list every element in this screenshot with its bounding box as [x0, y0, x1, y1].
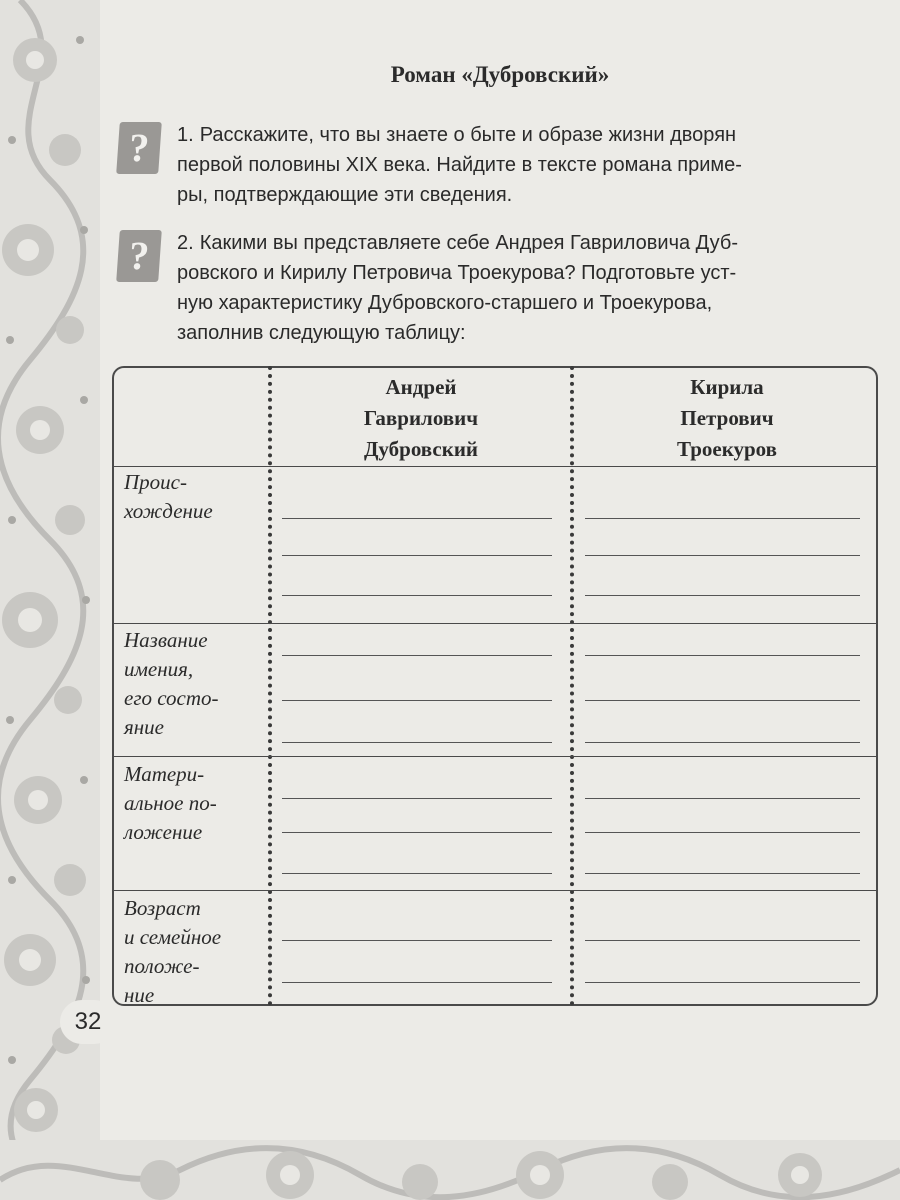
answer-line[interactable]: [585, 518, 860, 519]
question-2: [177, 228, 880, 348]
question-line: Какими вы представляете себе Андрея Гавриловича Дуб-: [199, 232, 739, 254]
answer-line[interactable]: [585, 742, 860, 743]
row-label-line: и семейное: [124, 925, 222, 949]
row-label-line: ние: [124, 983, 155, 1007]
column-header-troekurov: [578, 372, 876, 465]
row-divider: [112, 623, 878, 624]
question-line: ровского и Кирилу Петровича Троекурова? Подготовьте уст-: [177, 262, 737, 284]
row-label-age-family: [124, 894, 264, 1010]
answer-line[interactable]: [585, 798, 860, 799]
floral-ornament-bottom: [0, 1120, 900, 1200]
row-divider: [112, 890, 878, 891]
question-1: [177, 120, 880, 210]
row-divider: [112, 756, 878, 757]
answer-line[interactable]: [282, 595, 552, 596]
answer-line[interactable]: [585, 982, 860, 983]
header-line: Гаврилович: [363, 406, 479, 430]
column-divider: [570, 366, 574, 1006]
answer-line[interactable]: [585, 655, 860, 656]
page-title: Роман «Дубровский»: [390, 62, 610, 87]
answer-line[interactable]: [282, 742, 552, 743]
row-label-line: Возраст: [124, 896, 201, 920]
row-label-line: Проис-: [124, 470, 187, 494]
answer-line[interactable]: [282, 555, 552, 556]
row-label-line: хождение: [124, 499, 213, 523]
row-label-line: яние: [124, 715, 165, 739]
answer-line[interactable]: [585, 555, 860, 556]
answer-line[interactable]: [585, 832, 860, 833]
row-label-line: имения,: [124, 657, 194, 681]
row-label-line: Название: [124, 628, 208, 652]
question-line: ную характеристику Дубровского-старшего и Троекурова,: [177, 292, 713, 314]
answer-line[interactable]: [282, 700, 552, 701]
answer-line[interactable]: [585, 700, 860, 701]
answer-line[interactable]: [585, 595, 860, 596]
page-number: 32: [60, 1000, 116, 1044]
column-divider: [268, 366, 272, 1006]
row-divider: [112, 466, 878, 467]
answer-line[interactable]: [282, 655, 552, 656]
row-label-wealth: [124, 760, 264, 847]
question-mark-icon: ?: [116, 122, 162, 174]
question-line: ры, подтверждающие эти сведения.: [177, 184, 513, 206]
answer-line[interactable]: [585, 873, 860, 874]
header-line: Петрович: [680, 406, 774, 430]
row-label-origin: [124, 468, 264, 526]
question-number: 1.: [177, 124, 194, 146]
row-label-line: ложение: [124, 820, 203, 844]
column-header-dubrovsky: [275, 372, 567, 465]
answer-line[interactable]: [282, 873, 552, 874]
header-line: Дубровский: [363, 437, 479, 461]
row-label-line: Матери-: [124, 762, 205, 786]
header-line: Андрей: [385, 375, 457, 399]
answer-line[interactable]: [282, 798, 552, 799]
header-line: Троекуров: [676, 437, 777, 461]
row-label-line: альное по-: [124, 791, 217, 815]
answer-line[interactable]: [282, 518, 552, 519]
question-line: заполнив следующую таблицу:: [177, 322, 466, 344]
question-number: 2.: [177, 232, 194, 254]
question-mark-icon: ?: [116, 230, 162, 282]
answer-line[interactable]: [282, 982, 552, 983]
header-line: Кирила: [690, 375, 764, 399]
row-label-line: положе-: [124, 954, 200, 978]
answer-line[interactable]: [282, 940, 552, 941]
answer-line[interactable]: [585, 940, 860, 941]
question-line: Расскажите, что вы знаете о быте и образе жизни дворян: [199, 124, 737, 146]
row-label-estate: [124, 626, 264, 742]
answer-line[interactable]: [282, 832, 552, 833]
question-line: первой половины XIX века. Найдите в тексте романа приме-: [177, 154, 742, 176]
row-label-line: его состо-: [124, 686, 219, 710]
